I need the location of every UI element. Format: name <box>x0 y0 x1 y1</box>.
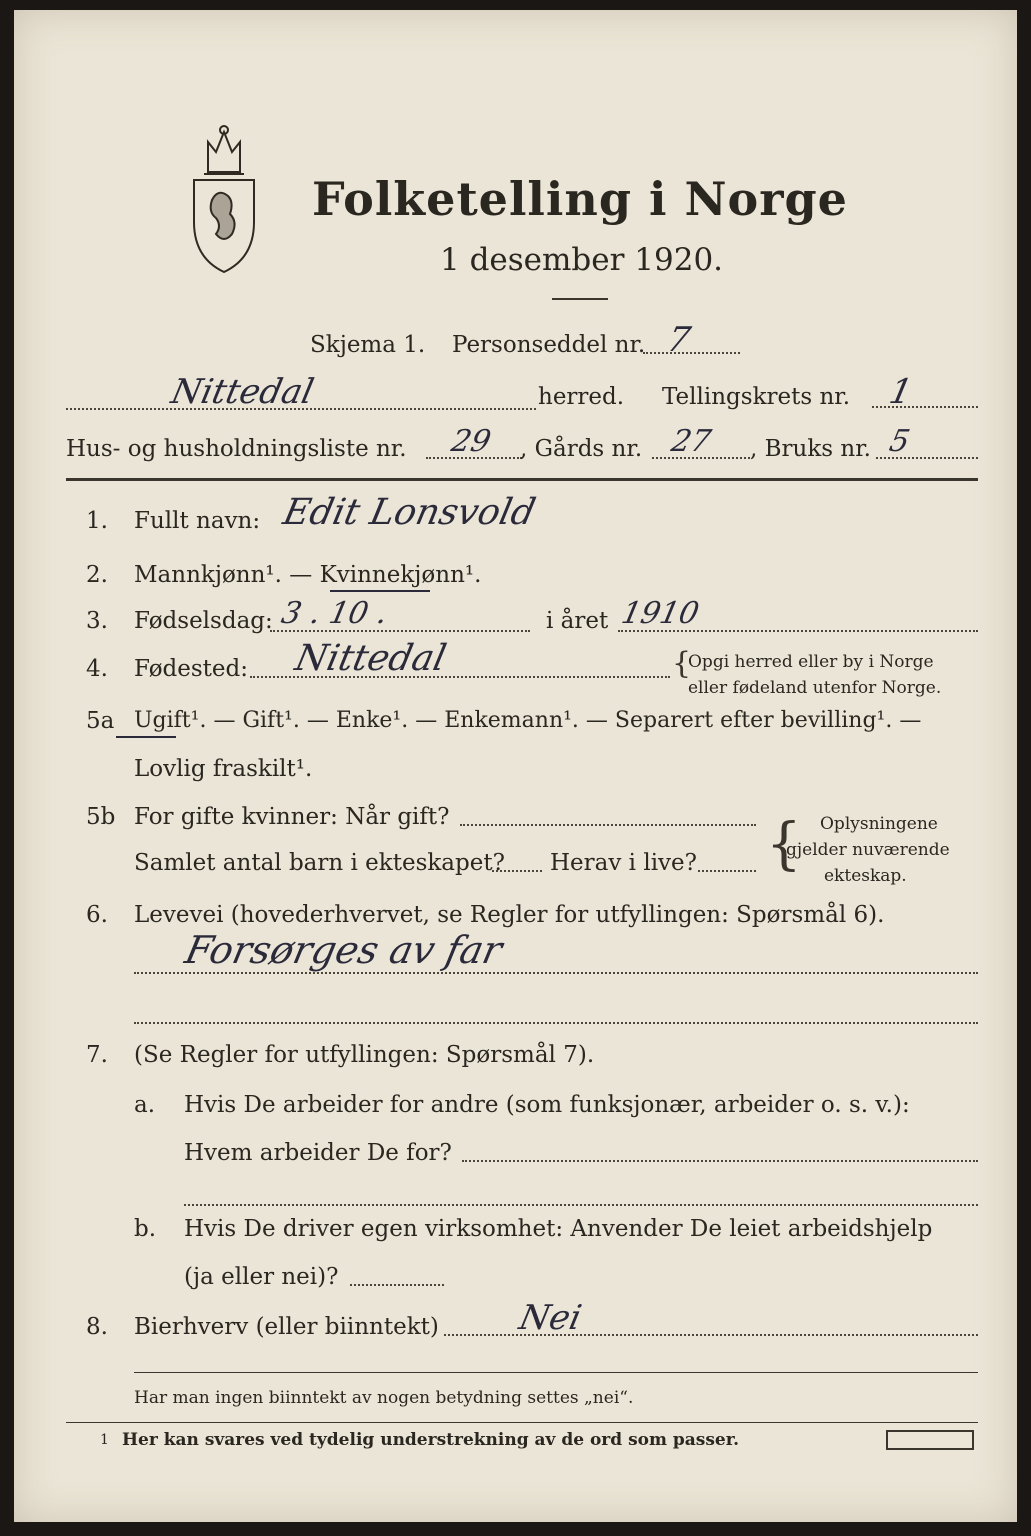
q7a-label-2: Hvem arbeider De for? <box>184 1140 452 1166</box>
q5a-label: Ugift¹. — Gift¹. — Enke¹. — Enkemann¹. — Separert efter bevilling¹. — <box>134 708 922 733</box>
q5b-note-line-3: ekteskap. <box>824 866 907 886</box>
q7-number: 7. <box>86 1042 108 1068</box>
header-separator <box>66 478 978 481</box>
q7b-number: b. <box>134 1216 157 1242</box>
footnote-separator <box>66 1422 978 1423</box>
q6-field-line-2 <box>134 1022 978 1024</box>
personseddel-label: Personseddel nr. <box>452 332 646 358</box>
hus-value[interactable]: 29 <box>448 424 494 459</box>
q5a-ugift-underline <box>116 736 176 738</box>
q7a-label: Hvis De arbeider for andre (som funksjonær, arbeider o. s. v.): <box>184 1092 910 1118</box>
q4-note-line-1: Opgi herred eller by i Norge <box>688 652 934 672</box>
q5a-number: 5a <box>86 708 115 734</box>
q6-label: Levevei (hovederhvervet, se Regler for utfyllingen: Spørsmål 6). <box>134 902 885 928</box>
q7-label: (Se Regler for utfyllingen: Spørsmål 7). <box>134 1042 595 1068</box>
q5b-note-line-1: Oplysningene <box>820 814 938 834</box>
q5b-married-field-line <box>460 824 756 826</box>
q3-birthday-value[interactable]: 3 . 10 . <box>278 596 391 631</box>
q7b-label: Hvis De driver egen virksomhet: Anvender De leiet arbeidshjelp <box>184 1216 933 1242</box>
q6-field-line-1 <box>134 972 978 974</box>
q8-label: Bierhverv (eller biinntekt) <box>134 1314 439 1340</box>
form-title: Folketelling i Norge <box>312 172 848 226</box>
q5b-note-brace: { <box>766 812 802 877</box>
q7a-employer-field-line <box>462 1160 978 1162</box>
q6-number: 6. <box>86 902 108 928</box>
tellingskrets-label: Tellingskrets nr. <box>662 384 851 410</box>
q5a-label-2: Lovlig fraskilt¹. <box>134 756 313 782</box>
printer-stamp-icon <box>886 1430 974 1450</box>
q5b-number: 5b <box>86 804 116 830</box>
census-date: 1 desember 1920. <box>440 242 724 278</box>
q3-year-value[interactable]: 1910 <box>618 596 703 631</box>
q4-label: Fødested: <box>134 656 249 682</box>
q6-occupation-value[interactable]: Forsørges av far <box>181 928 507 972</box>
q8-side-income-value[interactable]: Nei <box>515 1298 586 1338</box>
q1-label: Fullt navn: <box>134 508 261 534</box>
q3-number: 3. <box>86 608 108 634</box>
herred-value[interactable]: Nittedal <box>167 372 318 412</box>
q3-year-label: i året <box>546 608 609 634</box>
q2-number: 2. <box>86 562 108 588</box>
gards-value[interactable]: 27 <box>668 424 714 459</box>
q5b-alive-field-line <box>698 870 756 872</box>
q1-number: 1. <box>86 508 108 534</box>
bruks-label: , Bruks nr. <box>750 436 871 462</box>
q5b-note-line-2: gjelder nuværende <box>786 840 950 860</box>
q7a-number: a. <box>134 1092 156 1118</box>
footnote-mark: 1 <box>100 1432 109 1448</box>
q5b-label: For gifte kvinner: Når gift? <box>134 804 450 830</box>
q4-note-line-2: eller fødeland utenfor Norge. <box>688 678 942 698</box>
personseddel-value[interactable]: 7 <box>663 320 694 360</box>
q1-full-name-value[interactable]: Edit Lonsvold <box>279 492 539 533</box>
footer-separator <box>134 1372 978 1373</box>
q3-label: Fødselsdag: <box>134 608 273 634</box>
norway-coat-of-arms-icon <box>188 122 260 274</box>
q7b-label-2: (ja eller nei)? <box>184 1264 339 1290</box>
q2-kvinnekjonn-underline <box>330 590 430 592</box>
hus-label: Hus- og husholdningsliste nr. <box>66 436 407 462</box>
footnote-text: Her kan svares ved tydelig understrekning av de ord som passer. <box>122 1430 740 1450</box>
bruks-value[interactable]: 5 <box>886 424 913 459</box>
q4-note-brace: { <box>672 646 692 681</box>
q7b-field-line <box>350 1284 444 1286</box>
personseddel-field-line <box>643 352 740 354</box>
q4-birthplace-value[interactable]: Nittedal <box>291 638 450 679</box>
q5b-label-2: Samlet antal barn i ekteskapet? <box>134 850 505 876</box>
q2-label: Mannkjønn¹. — Kvinnekjønn¹. <box>134 562 482 588</box>
q4-number: 4. <box>86 656 108 682</box>
q5b-children-field-line <box>492 870 542 872</box>
footer-note: Har man ingen biinntekt av nogen betydning settes „nei“. <box>134 1388 634 1408</box>
q7a-employer-field-line-2 <box>184 1204 978 1206</box>
skjema-label: Skjema 1. <box>310 332 426 358</box>
gards-label: , Gårds nr. <box>520 436 643 462</box>
q5b-label-3: Herav i live? <box>550 850 697 876</box>
title-divider <box>552 298 608 300</box>
herred-label: herred. <box>538 384 625 410</box>
q8-number: 8. <box>86 1314 108 1340</box>
tellingskrets-value[interactable]: 1 <box>885 372 916 412</box>
